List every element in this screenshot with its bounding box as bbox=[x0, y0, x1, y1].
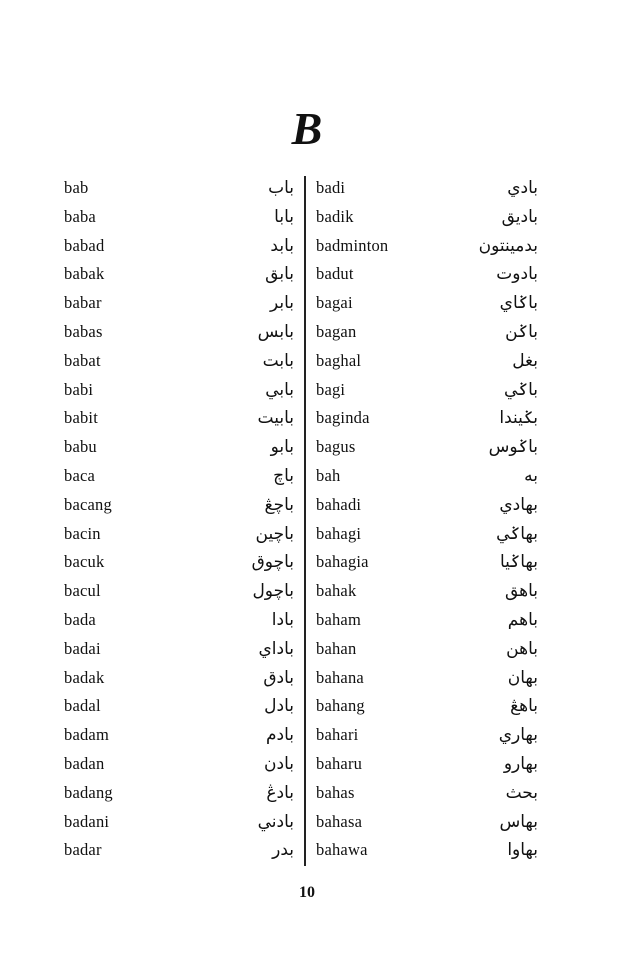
latin-word: bagai bbox=[316, 293, 353, 313]
latin-word: bah bbox=[316, 466, 341, 485]
jawi-word: باب bbox=[268, 178, 294, 198]
left-word-column bbox=[64, 174, 294, 874]
jawi-word: باهڠ bbox=[510, 696, 538, 717]
jawi-word: باچين bbox=[255, 523, 294, 544]
latin-word: badai bbox=[64, 638, 101, 658]
entry-row bbox=[64, 808, 294, 837]
entry-row bbox=[64, 692, 294, 721]
jawi-word: باچ bbox=[273, 466, 294, 486]
entry-row bbox=[316, 289, 538, 318]
jawi-word: بادن bbox=[264, 754, 294, 774]
latin-word: baghal bbox=[316, 350, 362, 370]
latin-word: bab bbox=[64, 178, 89, 197]
jawi-word: بابا bbox=[274, 206, 294, 227]
jawi-word: بهاݢيا bbox=[499, 552, 538, 573]
latin-word: bahagi bbox=[316, 523, 362, 543]
latin-word: bahasa bbox=[316, 811, 363, 831]
entry-row bbox=[316, 548, 538, 577]
page-number: 10 bbox=[299, 884, 315, 901]
jawi-word: بادل bbox=[264, 696, 294, 717]
latin-word: baharu bbox=[316, 754, 363, 773]
latin-word: bahadi bbox=[316, 494, 362, 514]
jawi-word: باديق bbox=[501, 206, 538, 227]
jawi-word: بهاݢي bbox=[496, 523, 538, 544]
latin-word: badal bbox=[64, 696, 101, 716]
jawi-word: به bbox=[524, 466, 538, 486]
jawi-word: بهاوا bbox=[507, 840, 538, 861]
latin-word: bahari bbox=[316, 725, 359, 745]
entry-row bbox=[316, 318, 538, 347]
entry-row bbox=[316, 404, 538, 433]
latin-word: babar bbox=[64, 293, 102, 313]
latin-word: badak bbox=[64, 667, 105, 687]
latin-word: badar bbox=[64, 840, 102, 860]
latin-word: babad bbox=[64, 235, 105, 255]
entry-row bbox=[64, 635, 294, 664]
latin-word: babat bbox=[64, 350, 101, 370]
jawi-word: بابس bbox=[257, 322, 294, 342]
entry-row bbox=[64, 721, 294, 750]
jawi-word: بادوت bbox=[496, 264, 538, 285]
jawi-word: بادني bbox=[257, 811, 294, 832]
latin-word: bahana bbox=[316, 667, 364, 687]
jawi-word: بهاس bbox=[499, 811, 538, 832]
entry-row bbox=[64, 462, 294, 491]
entry-row bbox=[316, 606, 538, 635]
jawi-word: بهان bbox=[507, 667, 538, 688]
column-divider bbox=[304, 176, 306, 866]
latin-word: bahagia bbox=[316, 552, 369, 572]
entry-row bbox=[316, 491, 538, 520]
entry-row bbox=[64, 232, 294, 261]
entry-row bbox=[64, 347, 294, 376]
entry-row bbox=[316, 635, 538, 664]
entry-row bbox=[64, 750, 294, 779]
latin-word: babak bbox=[64, 264, 105, 284]
entry-row bbox=[316, 520, 538, 549]
jawi-word: بادي bbox=[507, 178, 538, 198]
entry-row bbox=[64, 289, 294, 318]
entry-row bbox=[316, 433, 538, 462]
latin-word: babas bbox=[64, 322, 103, 341]
latin-word: bahan bbox=[316, 638, 357, 658]
jawi-word: بابي bbox=[265, 379, 294, 400]
entry-row bbox=[316, 203, 538, 232]
jawi-word: بادڠ bbox=[266, 782, 294, 803]
jawi-word: باهق bbox=[504, 581, 538, 602]
latin-word: bagus bbox=[316, 437, 356, 457]
jawi-word: باچڠ bbox=[264, 494, 294, 515]
jawi-word: باهم bbox=[507, 610, 538, 630]
jawi-word: بهارو bbox=[503, 754, 538, 774]
jawi-word: باݢي bbox=[503, 379, 538, 400]
jawi-word: باهن bbox=[506, 638, 538, 659]
latin-word: bahawa bbox=[316, 840, 368, 860]
entry-row bbox=[64, 318, 294, 347]
entry-row bbox=[316, 232, 538, 261]
jawi-word: بابو bbox=[270, 437, 294, 458]
latin-word: bahak bbox=[316, 581, 357, 601]
latin-word: bacuk bbox=[64, 552, 105, 572]
latin-word: bacang bbox=[64, 494, 112, 514]
entry-row bbox=[64, 779, 294, 808]
entry-row bbox=[64, 664, 294, 693]
entry-row bbox=[316, 462, 538, 491]
entry-row bbox=[64, 404, 294, 433]
jawi-word: باݢوس bbox=[488, 437, 538, 458]
right-word-column bbox=[316, 174, 538, 874]
latin-word: badut bbox=[316, 264, 354, 284]
jawi-word: بغل bbox=[512, 350, 538, 371]
jawi-word: باچول bbox=[252, 581, 294, 602]
latin-word: bahas bbox=[316, 782, 355, 802]
jawi-word: باݢن bbox=[505, 322, 538, 342]
jawi-word: بادا bbox=[271, 610, 294, 630]
entry-row bbox=[316, 721, 538, 750]
entry-row bbox=[316, 836, 538, 865]
latin-word: baca bbox=[64, 466, 96, 485]
entry-row bbox=[316, 577, 538, 606]
entry-row bbox=[316, 376, 538, 405]
jawi-word: بدمينتون bbox=[478, 235, 538, 256]
entry-row bbox=[64, 491, 294, 520]
latin-word: badminton bbox=[316, 235, 389, 255]
jawi-word: بادم bbox=[265, 725, 294, 746]
latin-word: badam bbox=[64, 725, 109, 745]
jawi-word: بهاري bbox=[498, 725, 538, 746]
latin-word: badik bbox=[316, 206, 354, 226]
jawi-word: بحث bbox=[505, 782, 538, 803]
entry-row bbox=[316, 174, 538, 203]
jawi-word: باچوق bbox=[251, 552, 294, 573]
latin-word: bagan bbox=[316, 322, 357, 341]
entry-row bbox=[64, 520, 294, 549]
entry-row bbox=[64, 577, 294, 606]
entry-row bbox=[316, 779, 538, 808]
latin-word: bacin bbox=[64, 523, 101, 543]
latin-word: badang bbox=[64, 782, 113, 802]
jawi-word: بادق bbox=[263, 667, 294, 688]
entry-row bbox=[64, 260, 294, 289]
entry-row bbox=[316, 808, 538, 837]
entry-row bbox=[64, 836, 294, 865]
entry-row bbox=[316, 750, 538, 779]
latin-word: babu bbox=[64, 437, 97, 457]
entry-row bbox=[316, 347, 538, 376]
section-heading: B bbox=[291, 103, 323, 154]
jawi-word: بابد bbox=[270, 235, 294, 256]
entry-row bbox=[64, 433, 294, 462]
jawi-word: بابت bbox=[262, 350, 294, 371]
entry-row bbox=[64, 376, 294, 405]
entry-row bbox=[316, 664, 538, 693]
entry-row bbox=[64, 548, 294, 577]
jawi-word: بابيت bbox=[257, 408, 294, 429]
latin-word: bahang bbox=[316, 696, 365, 716]
latin-word: badan bbox=[64, 754, 105, 773]
jawi-word: بهادي bbox=[499, 494, 538, 515]
jawi-word: بدر bbox=[272, 840, 294, 861]
latin-word: babi bbox=[64, 379, 94, 399]
jawi-word: باݢاي bbox=[499, 293, 538, 314]
latin-word: baba bbox=[64, 206, 96, 226]
jawi-word: بابر bbox=[269, 293, 294, 314]
latin-word: baham bbox=[316, 610, 361, 629]
latin-word: badi bbox=[316, 178, 346, 197]
latin-word: bagi bbox=[316, 379, 346, 399]
latin-word: babit bbox=[64, 408, 98, 428]
entry-row bbox=[64, 606, 294, 635]
jawi-word: باداي bbox=[258, 638, 294, 659]
entry-row bbox=[64, 174, 294, 203]
latin-word: badani bbox=[64, 811, 110, 831]
latin-word: baginda bbox=[316, 408, 370, 428]
entry-row bbox=[64, 203, 294, 232]
jawi-word: بݢيندا bbox=[499, 408, 538, 429]
entry-row bbox=[316, 260, 538, 289]
latin-word: bacul bbox=[64, 581, 101, 601]
latin-word: bada bbox=[64, 610, 96, 629]
jawi-word: بابق bbox=[265, 264, 294, 285]
entry-row bbox=[316, 692, 538, 721]
